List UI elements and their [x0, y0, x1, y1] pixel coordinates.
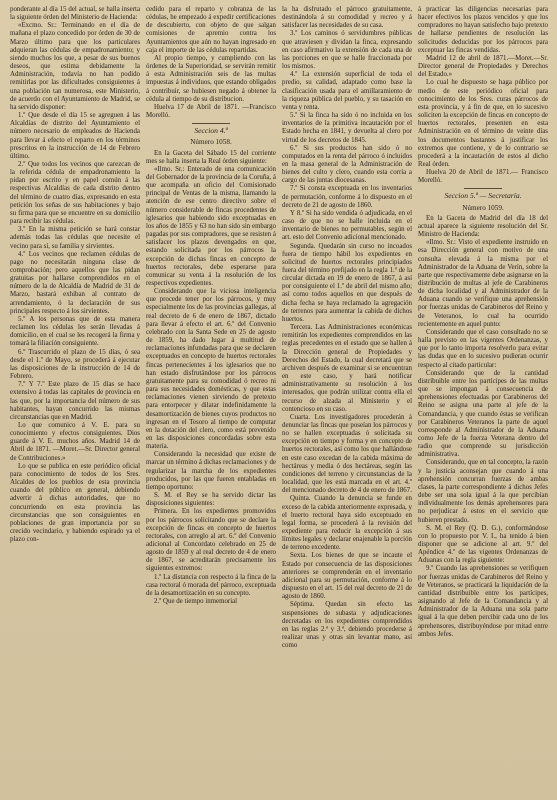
paragraph: cedido para el reparto y cobranza de las cédulas, he empezado á expedir certificaciones de descubierto, con objeto de que salgan comisiones de apremio contra los Ayuntamientos que aún no hayan ingresado en caja el importe de las cédulas repartidas.	[146, 6, 276, 54]
paragraph: 3.º Los caminos ó servidumbres públicas que atraviesen y dividan la finca, expresando en caso afirmativo la extensión de cada una de las porciones en que se halle fraccionada por los mismos.	[282, 30, 412, 71]
paragraph: Huelva 17 de Abril de 1871. —Francisco Morelló.	[146, 103, 276, 120]
text-column-1	[10, 6, 140, 796]
text-column-3	[282, 6, 412, 796]
paragraph: 6.º Trascurrido el plazo de 15 días, ó sea desde el 1.º de Mayo, se procederá á ejecutar las disposiciones de la instrucción de 14 de Febrero.	[10, 348, 140, 381]
paragraph: á practicar las diligencias necesarias para hacer efectivos los plazos vencidos y que los compradores no hayan satisfecho bajo pretexto de hallarse pendientes de resolución las solicitudes deducidas por los párrocos para exceptuar las fincas vendidas.	[418, 6, 548, 54]
paragraph: Lo que se publica en este periódico oficial para conocimiento de todos de los Sres. Alcaldes de los pueblos de esta provincia cuando del público en general, debiendo advertir á dichas autoridades, que no concurriendo en esta provincia las circunstancias que son consiguientes en poblaciones de gran importancia por su crecido vecindario, y habiendo espirado ya el plazo con-	[10, 462, 140, 544]
paragraph: 1.º La distancia con respecto á la finca de la casa rectoral ó morada del párroco, exceptuada de la desamortización en su concepto.	[146, 573, 276, 597]
notice-number: Número 1059.	[462, 203, 504, 212]
text-column-2	[146, 6, 276, 796]
section-divider	[464, 188, 502, 189]
paragraph: S. M. el Rey se ha servido dictar las disposiciones siguientes:	[146, 492, 276, 508]
paragraph: Primera. En los expedientes promovidos por los párrocos solicitando que se declare la excepción de fincas en concepto de huertos rectorales, con arreglo al art. 6.º del Convenio adicional al Concordato celebrado en 25 de agosto de 1859 y al real decreto de 4 de enero de 1867, se acreditarán precisamente los siguientes extremos:	[146, 508, 276, 573]
notice-number: Número 1058.	[190, 138, 232, 147]
section-heading: Seccion 5.ª — Secretaría.	[444, 191, 522, 201]
paragraph: 2.º Que todos los vecinos que carezcan de la referida cédula de empadronamiento la pidan por escrito y en papel común á las respectivas Alcaldías de cada distrito dentro del término de cuatro días, expresando en esta petición los señas de sus habitaciones y bajo su firma para que se encuentre en su domicilio para recibir las cédulas.	[10, 160, 140, 226]
paragraph: Huelva 20 de Abril de 1871.— Francisco Morelló.	[418, 169, 548, 185]
paragraph: «Ilmo. Sr.: Enterado de una comunicación del Gobernador de la provincia de la Coruña, á que acompaña un oficio del Comisionado principal de Ventas de la misma, llamando la atención de ese centro directivo sobre el número considerable de fincas procedentes de iglesarios que habiendo sido exceptuadas en los años de 1855 y 63 no han sido sin embargo pagadas por sus compradores, que se resisten á satisfacer los plazos devengados en que, estando solicitada por los párrocos la excepción de dichas fincas en concepto de huertos rectorales, debe esperarse para comunicar su venta á la resolución de los respectivos expedientes.	[146, 165, 276, 287]
paragraph: S. M. el Rey (Q. D. G.), conformándose con lo propuesto por V. I., ha tenido á bien disponer que se adicione al art. 9.º del Apéndice 4.º de las vigentes Ordenanzas de Aduanas con la regla siguiente:	[418, 524, 548, 565]
paragraph: Considerando que la viciosa inteligencia que procede tener por los párrocos, y muy especialmente los de las provincias gallegas, al real decreto de 6 de enero de 1867, dictado para llevar á efecto el art. 6.º del Convenio celebrado con la Santa Sede en 25 de agosto de 1859, ha dado lugar á multitud de reclamaciones infundadas para que se declaren exceptuados en concepto de huertos rectorales fincas pertenecientes á los iglesarios que no han estado disfrutándose por los párrocos gratuitamente para su comodidad ó recreo ni para sus necesidades domésticas, y que estas reclamaciones vienen sirviendo de pretexto para entorpecer y dilatar indefinidamente la desamortización de bienes cuyos productos no ingresan en el Tesoro al tiempo de computar en la dotación del clero, como está prevenido en las disposiciones concordadas sobre esta materia.	[146, 288, 276, 451]
paragraph: Lo que comunico á V. E. para su conocimiento y efectos consiguientes. Dios guarde á V. E. muchos años. Madrid 14 de Abril de 1871. —Moret.—Sr. Director general de Contribuciones.»	[10, 421, 140, 462]
paragraph: 3.º En la misma petición se hará constar además todas las cédulas que necesite el vecino para sí, su familia y sirvientes.	[10, 226, 140, 250]
paragraph: 7.º Si consta exceptuada en los inventarios de permutación, conforme á lo dispuesto en el decreto de 21 de agosto de 1860.	[282, 185, 412, 209]
paragraph: 1.º Que desde el día 15 se agreguen á las Alcaldías de distrito del Ayuntamiento el número necesario de empleados de Hacienda para llevar á efecto el reparto en los términos prescritos en la instrucción de 14 de Febrero último.	[10, 112, 140, 160]
paragraph: Sexta. Los bienes de que se incaute el Estado por consecuencia de las disposiciones anteriores se comprenderán en el inventario adicional para su permutación, conforme á lo dispuesto en el art. 15 del real decreto de 21 de agosto de 1860.	[282, 552, 412, 601]
paragraph: Considerando la necesidad que existe de marcar un término á dichas reclamaciones y de regularizar la marcha de los expedientes producidos, por las que fueren entabladas en tiempo oportuno:	[146, 451, 276, 491]
section-divider	[192, 123, 230, 124]
paragraph: Considerando que el caso consultado no se halla previsto en las vigentes Ordenanzas, y que por lo tanto importa resolverlo para evitar las dudas que en lo sucesivo pudieran ocurrir respecto al citado particular:	[418, 328, 548, 369]
paragraph: Lo cual he dispuesto se haga público por medio de este periódico oficial para conocimiento de los Sres. curas párrocos de esta provincia, y á fin de que, en lo sucesivo soliciten la excepción de fincas en concepto de huertos rectorales, presenten en esta Administración en el término de veinte días los documentos bastantes á justificar los extremos que contiene, y de lo contrario se procederá a la incautación de estos al dicho Real órden.	[418, 79, 548, 168]
paragraph: 7.º Y 7.º Este plazo de 15 días se hace extensivo á todas las capitales de provincia en las que, por la importancia del número de sus habitantes, hayan concurrido las mismas circunstancias que en Madrid.	[10, 381, 140, 421]
paragraph: Madrid 12 de abril de 1871.—Moret.—Sr. Director general de Propiedades y Derechos del Estado.»	[418, 54, 548, 79]
paragraph: Cuarta. Los investigadores procederán á denunciar las fincas que poseían los párrocos y no se hallen exceptuadas ó solicitada su excepción en tiempo y forma y en concepto de huertos rectorales, así como los que hallándose en este caso excedan de la cabida máxima de hectáreas y media ó dos hectáreas, según las condiciones del terreno y circunstancias de la localidad, que les está marcada en el art. 4.º del mencionado decreto de 4 de enero de 1867.	[282, 413, 412, 495]
paragraph: En la Gaceta del Sábado 15 del corriente mes se halla inserta la Real órden siguiente:	[146, 149, 276, 165]
section-heading: Seccion 4.ª	[194, 126, 228, 136]
paragraph: Segunda. Quedarán sin curso no incoados fuera de tiempo hábil los expedientes en solicitud de huertos rectorales principiados fuera del término prefijado en la regla 1.ª de la circular dictada en 19 de enero de 1867, á así por consiguiente el 1.º de abril del mismo año; así como todos aquellos en que después de dicha fecha se haya reclamado la agregación de terrenos para aumentar la cabida de dichos huertos.	[282, 242, 412, 323]
paragraph: Tercera. Las Administraciones económicas remitirán los expedientes comprendidos en las reglas precedentes en el estado que se hallen á la Dirección general de Propiedades y Derechos del Estado, la cual decretará que se archiven después de examinar si se encuentran en este caso, y hará notificar administrativamente su resolución á los interesados, que podrán utilizar contra ella el recurso de alzada al Ministerio y el contencioso en su caso.	[282, 324, 412, 413]
paragraph: 2.º Que de tiempo inmemorial	[154, 598, 238, 606]
paragraph: 9.º Cuando las aprehensiones se verifiquen por fuerzas unidas de Carabineros del Reino y de Veteranos, se practicará la liquidación de la cantidad distribuible entre los partícipes, asignando al Jefe de la Comandancia y al Administrador de la Aduana una sola parte igual á la que deben percibir cada uno de los aprehensores, distribuyéndose por mitad entre ambos Jefes.	[418, 565, 548, 638]
text-column-4	[418, 6, 548, 796]
paragraph: 4.º Los vecinos que reclamen cédulas de pago no necesitarán ninguna clase de comprobación; pero aquellos que las pidan gratuitas por hallarse comprendidos en el número de la de Alcaldía de Madrid de 31 de Marzo, bastará exhiban al contrato de arrendamiento, ó la declaración de sus principales respecto á los sirvientes.	[10, 250, 140, 315]
paragraph: 4.º La extensión superficial de toda el predio, su calidad, adaptado como base la clasificación usada para el amillaramiento de la riqueza pública del pueblo, y su tasación en venta y renta.	[282, 71, 412, 111]
paragraph: 6.º Si sus productos han sido ó no computados en la renta del párroco ó incluidos en la masa general de la Administración de bienes del culto y clero, cuando esta corría a cargo de las juntas diocesanas.	[282, 144, 412, 185]
paragraph: Considerando que de la cantidad distribuible entre los partícipes de las multas que se impongan á consecuencia de aprehensiones efectuadas por Carabineros del Reino se asigna una parte al jefe de la Comandancia, y que cuando éstas se verifican por Carabineros Veteranos la parte de aquel corresponde al Administrador de la Aduana como Jefe de la fuerza Veterana dentro del radio que comprende su jurisdicción administrativa.	[418, 369, 548, 459]
paragraph: «Excmo. Sr.: Terminando en el día de mañana el plazo concedido por órden de 30 de Marzo último para que los particulares adquieran las cédulas de empadronamiento; y siendo muchos los que, a pesar de sus buenos deseos, que estima debidamente la Administración, todavía no han podido remitirlas por las dificultades consiguientes á una población tan numerosa, este Ministerio, de acuerdo con el Ayuntamiento de Madrid, se ha servido disponer:	[10, 22, 140, 111]
paragraph: «Ilmo. Sr.: Visto el expediente instruido en esa Dirección general con motivo de una consulta elevada á la misma por el Administrador de la Aduana de Verín, sobre la parte que respectivamente debe asignarse en la distribución de multas al jefe de Carabineros de dicha localidad y al Administrador de la Aduana cuando se verifique una aprehensión por fuerzas unidas de Carabineros del Reino y de Veteranos, lo cual ha ocurrido recientemente en aquel punto:	[418, 239, 548, 328]
paragraph: 5.º Si la finca ha sido ó no incluida en los inventarios de la primitiva incautación por el Estado hecha en 1841, y devuelta al clero por virtud de los decretos de 1845.	[282, 112, 412, 144]
paragraph: Considerando, que en tal concepto, la razón y la justicia aconsejan que cuando á una aprehensión concurran fuerzas de ambas clases, la parte correspondiente á dichos Jefes debe ser una sola igual á la que percibían individualmente los demás aprehensores para no perjudicar á estos en el servicio que hubieren prestado.	[418, 459, 548, 524]
paragraph: ponderante al día 15 del actual, se halla inserta la siguiente órden del Ministerio de Hacienda:	[10, 6, 140, 22]
paragraph: Al propio tiempo, y cumpliendo con las órdenes de la Superioridad, se servirán remitir á esta Administración seis de las multas impuestas á individuos, que estando obligados á contribuir, se hubiesen negado á obtener la cédula al tiempo de su distribucion.	[146, 54, 276, 103]
paragraph: En la Gaceta de Madrid del día 18 del actual aparece la siguiente resolución del Sr. Ministro de Hacienda:	[418, 214, 548, 239]
paragraph: Y 8.º Si ha sido vendida ó adjudicada, en el caso de que no se halle incluida en el inventario de bienes no permutables, según el art. esto del Convenio adicional mencionado.	[282, 209, 412, 242]
paragraph: Séptima. Quedan sin efecto las suspensiones de subasta y adjudicaciones decretadas en los expedientes comprendidos en las reglas 2.ª y 3.ª, debiendo procederse á realizar unas y otras sin levantar mano, así como	[282, 601, 412, 650]
paragraph: 5.º A los personas que de esta manera reclamen los cédulas les serán llevadas á domicilio, en el cual se les recogerá la firma y tomará la filiación consiguiente.	[10, 315, 140, 348]
paragraph: Quinta. Cuando la denuncia se funde en exceso de la cabida anteriormente expresada, y el huerto rectoral haya sido exceptuado en legal forma, se procederá á la revisión del expediente para reducir la excepción á sus límites legales y declarar enajenable la porción de terreno excedente.	[282, 495, 412, 552]
paragraph: la ha disfrutado el párroco gratuitamente, destinándola á su comodidad y recreo y á satisfacer las necesidades de su casa.	[282, 6, 412, 30]
